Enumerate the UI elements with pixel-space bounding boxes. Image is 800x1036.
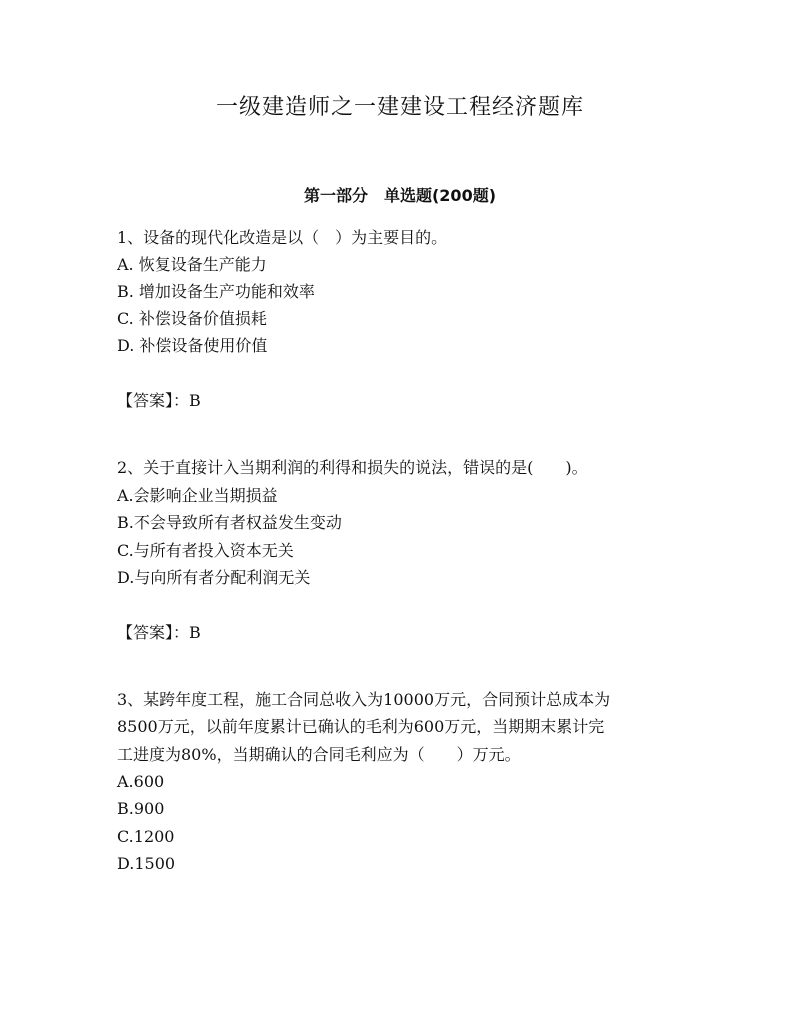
question-1-option-a: A. 恢复设备生产能力 [117,255,267,274]
document-title: 一级建造师之一建建设工程经济题库 [215,95,584,120]
question-1-option-c: C. 补偿设备价值损耗 [117,309,267,328]
question-2-option-c: C.与所有者投入资本无关 [117,541,294,560]
question-3-option-d: D.1500 [117,854,176,873]
question-1-option-b: B. 增加设备生产功能和效率 [117,282,315,301]
question-2-answer: 【答案】：B [117,623,201,642]
question-3-option-b: B.900 [117,799,165,818]
question-2-option-d: D.与向所有者分配利润无关 [117,568,311,587]
question-2-option-b: B.不会导致所有者权益发生变动 [117,513,342,532]
question-1-answer: 【答案】：B [117,391,201,410]
question-1-stem: 1、设备的现代化改造是以（ ）为主要目的。 [117,228,448,247]
question-3-stem-line-3: 工进度为80%，当期确认的合同毛利应为（ ）万元。 [117,745,521,764]
question-1-option-d: D. 补偿设备使用价值 [117,336,268,355]
question-3-stem-line-1: 3、某跨年度工程，施工合同总收入为10000万元，合同预计总成本为 [117,690,611,709]
section-heading: 第一部分 单选题(200题) [303,186,497,205]
question-3-stem-line-2: 8500万元，以前年度累计已确认的毛利为600万元，当期期末累计完 [117,717,605,736]
question-2-option-a: A.会影响企业当期损益 [117,486,278,505]
question-3-option-a: A.600 [117,772,165,791]
question-2-stem: 2、关于直接计入当期利润的利得和损失的说法，错误的是( )。 [117,458,588,477]
question-3-option-c: C.1200 [117,827,175,846]
